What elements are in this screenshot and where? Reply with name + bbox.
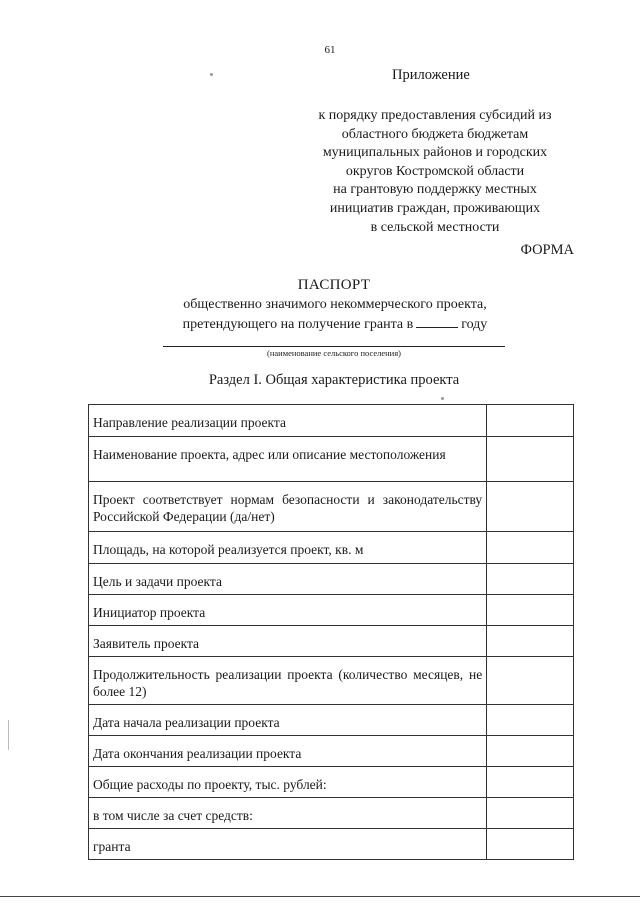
table-row: [89, 595, 574, 626]
row-label: Дата окончания реализации проекта: [89, 736, 487, 767]
scan-speck: [441, 397, 444, 400]
scan-bottom-edge: [0, 896, 640, 897]
row-value: [487, 405, 574, 437]
table-row: [89, 829, 574, 860]
row-label: гранта: [89, 829, 487, 860]
row-value: [487, 736, 574, 767]
appendix-line: к порядку предоставления субсидий из: [318, 108, 552, 123]
table-row: [89, 767, 574, 798]
passport-line-2-after: году: [461, 317, 488, 332]
row-label: Инициатор проекта: [89, 595, 487, 626]
table-row: [89, 437, 574, 482]
passport-title: ПАСПОРТ: [297, 277, 371, 293]
section-title: Раздел I. Общая характеристика проекта: [208, 372, 460, 388]
row-value: [487, 829, 574, 860]
row-label: в том числе за счет средств:: [89, 798, 487, 829]
appendix-text: [300, 107, 570, 237]
row-value: [487, 482, 574, 532]
row-value: [487, 437, 574, 482]
row-value: [487, 595, 574, 626]
row-value: [487, 532, 574, 564]
row-value: [487, 705, 574, 736]
settlement-caption: (наименование сельского поселения): [267, 348, 401, 358]
table-row: [89, 798, 574, 829]
year-blank: [416, 315, 458, 328]
row-label: Продолжительность реализации проекта (количество месяцев, не более 12): [89, 657, 487, 705]
appendix-line: в сельской местности: [370, 219, 500, 235]
settlement-name-line: [163, 346, 505, 347]
table-row: [89, 564, 574, 595]
row-label: Заявитель проекта: [89, 626, 487, 657]
passport-line-1: общественно значимого некоммерческого проекта,: [183, 297, 487, 312]
page-number: 61: [324, 44, 336, 56]
appendix-title: Приложение: [392, 67, 470, 83]
table-row: [89, 657, 574, 705]
row-value: [487, 798, 574, 829]
scan-speck: [210, 73, 213, 76]
form-label: ФОРМА: [520, 242, 574, 258]
row-label: Общие расходы по проекту, тыс. рублей:: [89, 767, 487, 798]
passport-subtitle: [170, 295, 500, 335]
appendix-line: муниципальных районов и городских: [322, 145, 548, 161]
passport-line-2: [170, 315, 500, 335]
row-label: Направление реализации проекта: [89, 405, 487, 437]
row-label: Наименование проекта, адрес или описание местоположения: [89, 437, 487, 482]
appendix-line: областного бюджета бюджетам: [341, 126, 529, 142]
table-row: [89, 482, 574, 532]
appendix-line: на грантовую поддержку местных: [333, 182, 537, 198]
appendix-line: инициатив граждан, проживающих: [329, 200, 541, 216]
row-value: [487, 626, 574, 657]
row-label: Цель и задачи проекта: [89, 564, 487, 595]
passport-line-2-before: претендующего на получение гранта в: [182, 317, 414, 332]
row-value: [487, 657, 574, 705]
table-row: [89, 705, 574, 736]
table-row: [89, 736, 574, 767]
scan-mark: [8, 720, 9, 750]
table-row: [89, 626, 574, 657]
row-label: Дата начала реализации проекта: [89, 705, 487, 736]
row-label: Площадь, на которой реализуется проект, кв. м: [89, 532, 487, 564]
table-row: [89, 532, 574, 564]
table-row: [89, 405, 574, 437]
project-characteristics-table: [88, 404, 574, 860]
row-label: Проект соответствует нормам безопасности и законодательству Российской Федерации (да/нет): [89, 482, 487, 532]
row-value: [487, 767, 574, 798]
row-value: [487, 564, 574, 595]
appendix-line: округов Костромской области: [345, 163, 525, 179]
